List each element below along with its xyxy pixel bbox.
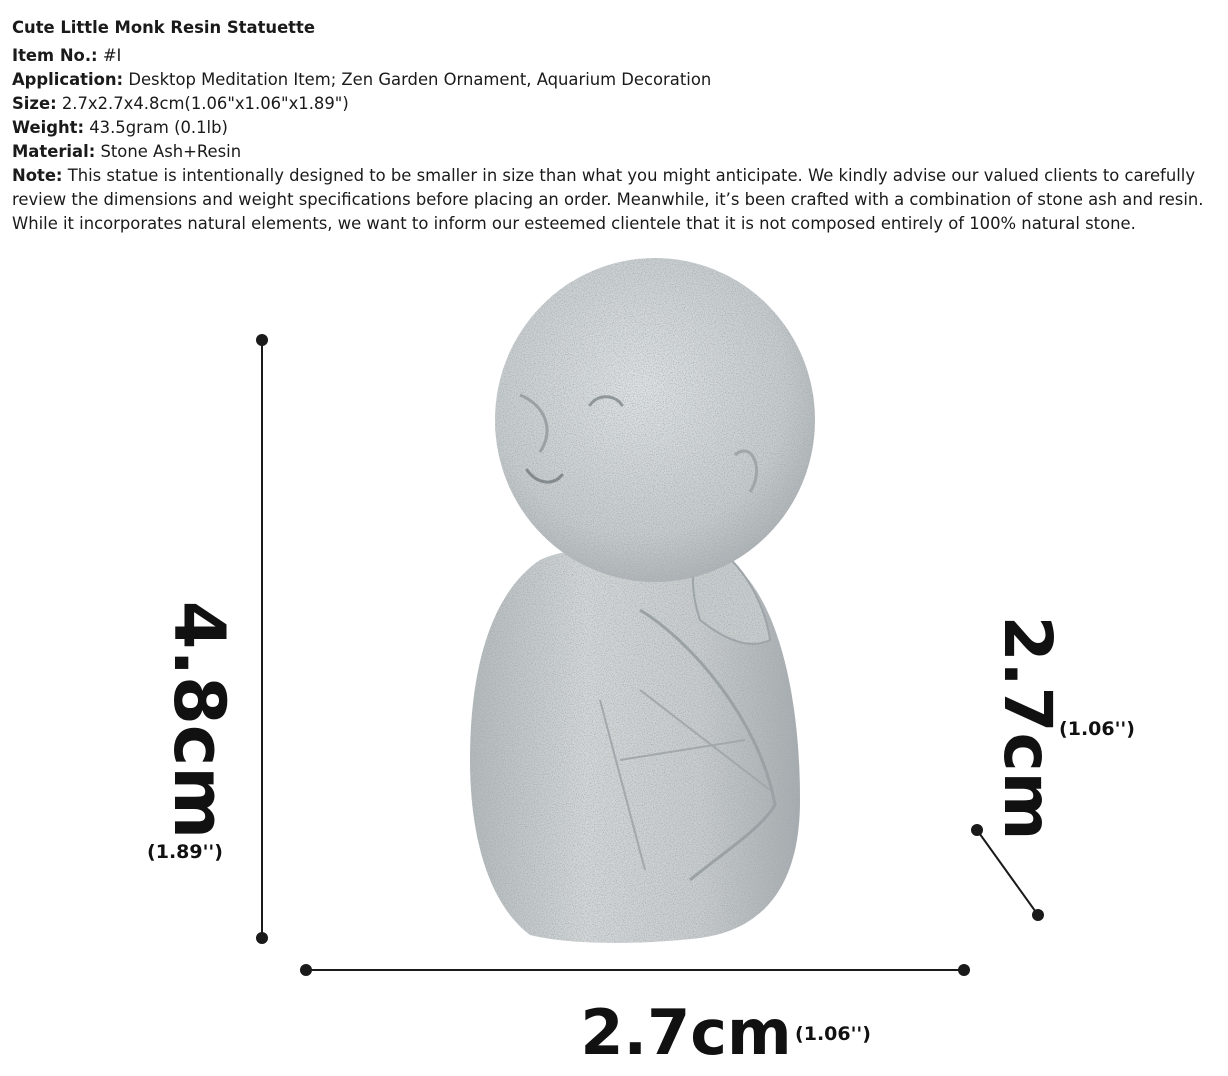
product-title: Cute Little Monk Resin Statuette [12,18,315,37]
spec-label: Material: [12,142,96,161]
spec-size [12,92,1222,116]
spec-weight [12,116,1222,140]
height-dimension [147,334,268,944]
spec-value: 43.5gram (0.1lb) [84,118,228,137]
width-dimension [300,964,970,1069]
spec-value: Stone Ash+Resin [95,142,242,161]
width-end-right [958,964,970,976]
width-end-left [300,964,312,976]
height-metric-label: 4.8cm [158,600,240,840]
spec-label: Item No.: [12,46,98,65]
dimension-figure [0,250,1228,1076]
spec-note [12,164,1222,236]
spec-item-number [12,44,1222,68]
depth-end-top [971,824,983,836]
spec-value: #I [97,46,122,65]
spec-value: This statue is intentionally designed to be smaller in size than what you might anticipate. We kindly advise our valued clients to carefully review the dimensions and weight specifications before placing an order. Meanwhile, it’s been crafted with a combination of stone ash and resin. While it incorporates natural elements, we want to inform our esteemed clientele that it is not composed entirely of 100% natural stone. [12,166,1204,233]
width-metric-label: 2.7cm [580,996,792,1069]
depth-end-bottom [1032,909,1044,921]
statue-head [495,258,815,582]
width-imperial-label: (1.06'') [795,1023,871,1045]
depth-metric-label: 2.7cm [989,615,1066,841]
monk-statue-illustration [470,258,815,943]
depth-dimension [971,616,1135,921]
spec-label: Note: [12,166,63,185]
depth-imperial-label: (1.06'') [1059,718,1135,740]
depth-line [977,830,1038,915]
product-spec [12,16,1222,236]
height-end-bottom [256,932,268,944]
spec-value: Desktop Meditation Item; Zen Garden Ornament, Aquarium Decoration [123,70,712,89]
spec-value: 2.7x2.7x4.8cm(1.06"x1.06"x1.89") [56,94,349,113]
spec-material [12,140,1222,164]
spec-label: Application: [12,70,124,89]
spec-application [12,68,1222,92]
spec-label: Size: [12,94,57,113]
height-imperial-label: (1.89'') [147,841,223,863]
height-end-top [256,334,268,346]
spec-label: Weight: [12,118,85,137]
